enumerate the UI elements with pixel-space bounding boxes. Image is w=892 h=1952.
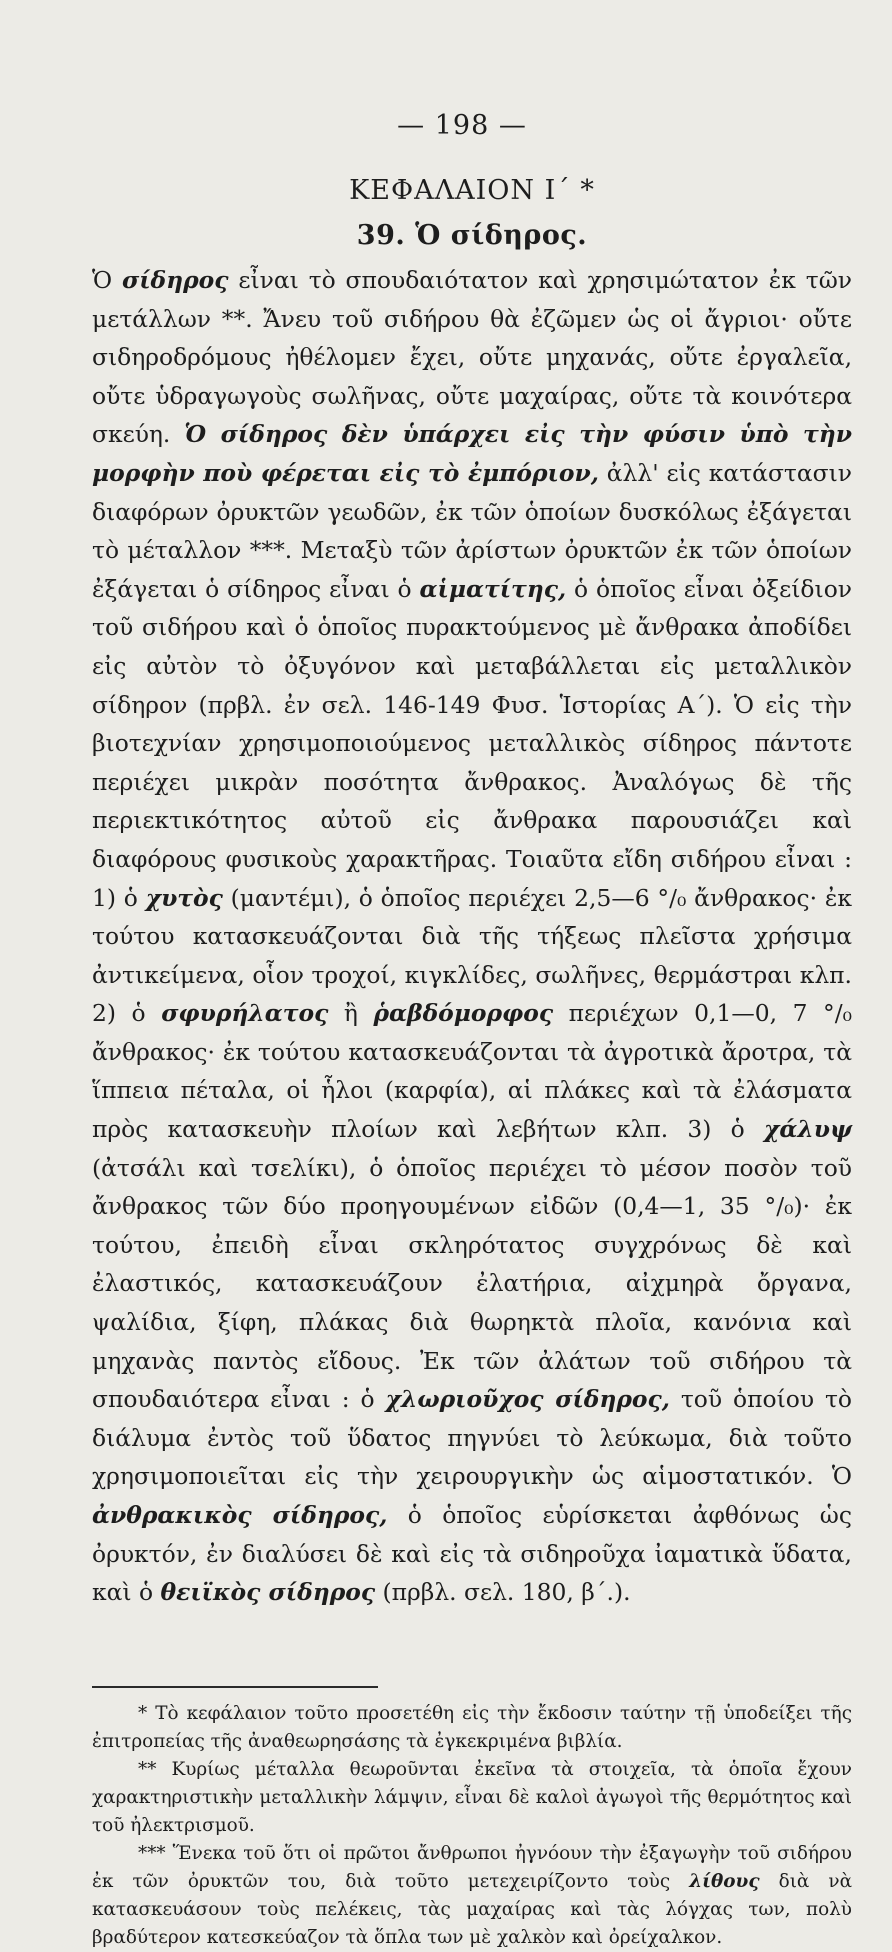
text-run: Ὁ	[92, 266, 122, 294]
emphasis-term: χυτὸς	[145, 883, 223, 912]
emphasis-term: σίδηρος	[121, 266, 229, 294]
footnote-text-run: διὰ νὰ κατασκευάσουν τοὺς πελέκεις, τὰς μαχαίρας καὶ τὰς λόγχας των, πολὺ βραδύτερον κατεσκεύαζον τὰ ὅπλα των μὲ χαλκὸν καὶ ὀρείχαλκον.	[92, 1870, 853, 1948]
text-run: τοῦ ὁποίου τὸ διάλυμα ἐντὸς τοῦ ὕδατος πηγνύει τὸ λεύκωμα, διὰ τοῦτο χρησιμοποιεῖται εἰς τὴν χειρουργικὴν ὡς αἱμοστατικόν. Ὁ	[92, 1385, 852, 1491]
chapter-title: ΚΕΦΑΛΑΙΟΝ Ι΄ *	[349, 175, 595, 206]
emphasis-term: χάλυψ	[763, 1115, 852, 1144]
text-run: ἀλλ' εἰς κατάστασιν διαφόρων ὀρυκτῶν γεωδῶν, ἐκ τῶν ὁποίων δυσκόλως ἐξάγεται τὸ μέταλλον ***. Μεταξὺ τῶν ἀρίστων ὀρυκτῶν ἐκ τῶν ὁποίων ἐξάγεται ὁ σίδηρος εἶναι ὁ	[92, 458, 852, 603]
text-run: περιέχων 0,1—0, 7 °/₀ ἄνθρακος· ἐκ τούτου κατασκευάζονται τὰ ἀγροτικὰ ἄροτρα, τὰ ἵππεια πέταλα, οἱ ἧλοι (καρφία), αἱ πλάκες καὶ τὰ ἐλάσματα πρὸς κατασκευὴν πλοίων καὶ λεβήτων κλπ. 3) ὁ	[92, 999, 852, 1144]
text-run: (μαντέμι), ὁ ὁποῖος περιέχει 2,5—6 °/₀ ἄνθρακος· ἐκ τούτου κατασκευάζονται διὰ τῆς τήξεως πλεῖστα χρήσιμα ἀντικείμενα, οἷον τροχοί, κιγκλίδες, σωλῆνες, θερμάστραι κλπ. 2) ὁ	[92, 883, 852, 1028]
text-run: ὁ ὁποῖος εὑρίσκεται ἀφθόνως ὡς ὀρυκτόν, ἐν διαλύσει δὲ καὶ εἰς τὰ σιδηροῦχα ἰαματικὰ ὕδατα, καὶ ὁ	[92, 1501, 852, 1607]
emphasis-term: σφυρήλατος	[161, 999, 329, 1028]
text-run: ὁ ὁποῖος εἶναι ὀξείδιον τοῦ σιδήρου καὶ ὁ ὁποῖος πυρακτούμενος μὲ ἄνθρακα ἀποδίδει εἰς αὐτὸν τὸ ὀξυγόνον καὶ μεταβάλλεται εἰς μεταλλικὸν σίδηρον (πρβλ. ἐν σελ. 146-149 Φυσ. Ἱστορίας Α΄). Ὁ εἰς τὴν βιοτεχνίαν χρησιμοποιούμενος μεταλλικὸς σίδηρος πάντοτε περιέχει μικρὰν ποσότητα ἄνθρακος. Ἀναλόγως δὲ τῆς περιεκτικότητος αὐτοῦ εἰς ἄνθρακα παρουσιάζει καὶ διαφόρους φυσικοὺς χαρακτῆρας. Τοιαῦτα εἴδη σιδήρου εἶναι : 1) ὁ	[92, 574, 852, 912]
footnote-emphasis: λίθους	[689, 1870, 760, 1892]
page-number: — 198 —	[397, 110, 527, 141]
text-run: (ἀτσάλι καὶ τσελίκι), ὁ ὁποῖος περιέχει τὸ μέσον ποσὸν τοῦ ἄνθρακος τῶν δύο προηγουμένων εἰδῶν (0,4—1, 35 °/₀)· ἐκ τούτου, ἐπειδὴ εἶναι σκληρότατος συγχρόνως δὲ καὶ ἐλαστικός, κατασκευάζουν ἐλατήρια, αἰχμηρὰ ὄργανα, ψαλίδια, ξίφη, πλάκας διὰ θωρηκτὰ πλοῖα, κανόνια καὶ μηχανὰς παντὸς εἴδους. Ἐκ τῶν ἀλάτων τοῦ σιδήρου τὰ σπουδαιότερα εἶναι : ὁ	[92, 1153, 852, 1414]
footnote-2: ** Κυρίως μέταλλα θεωροῦνται ἐκεῖνα τὰ στοιχεῖα, τὰ ὁποῖα ἔχουν χαρακτηριστικὴν μεταλλικὴν λάμψιν, εἶναι δὲ καλοὶ ἀγωγοὶ τῆς θερμότητος καὶ τοῦ ἠλεκτρισμοῦ.	[92, 1758, 852, 1836]
text-run: εἶναι τὸ σπουδαιότατον καὶ χρησιμώτατον ἐκ τῶν μετάλλων **. Ἄνευ τοῦ σιδήρου θὰ ἐζῶμεν ὡς οἱ ἄγριοι· οὔτε σιδηροδρόμους ἠθέλομεν ἔχει, οὔτε μηχανάς, οὔτε ἐργαλεῖα, οὔτε ὑδραγωγοὺς σωλῆνας, οὔτε μαχαίρας, οὔτε τὰ κοινότερα σκεύη.	[92, 266, 852, 449]
emphasis-term: Ὁ σίδηρος δὲν ὑπάρχει εἰς τὴν φύσιν ὑπὸ τὴν μορφὴν ποὺ φέρεται εἰς τὸ ἐμπόριον,	[92, 420, 853, 487]
main-paragraph	[92, 261, 852, 1612]
emphasis-term: αἱματίτης,	[419, 574, 567, 603]
footnote-1: * Τὸ κεφάλαιον τοῦτο προσετέθη εἰς τὴν ἔκδοσιν ταύτην τῇ ὑποδείξει τῆς ἐπιτροπείας τῆς ἀναθεωρησάσης τὰ ἐγκεκριμένα βιβλία.	[92, 1702, 852, 1752]
emphasis-term: ῥαβδόμορφος	[373, 999, 554, 1028]
text-run: ἢ	[328, 999, 374, 1028]
footnote-3	[92, 1840, 852, 1952]
emphasis-term: ἀνθρακικὸς σίδηρος,	[92, 1501, 388, 1529]
text-run: (πρβλ. σελ. 180, β΄.).	[375, 1578, 631, 1607]
footnote-text-run: *** Ἕνεκα τοῦ ὅτι οἱ πρῶτοι ἄνθρωποι ἠγνόουν τὴν ἐξαγωγὴν τοῦ σιδήρου ἐκ τῶν ὀρυκτῶν του, διὰ τοῦτο μετεχειρίζοντο τοὺς	[92, 1842, 852, 1892]
footnote-divider	[92, 1686, 378, 1688]
section-heading: 39. Ὁ σίδηρος.	[356, 220, 588, 251]
emphasis-term: θειϊκὸς σίδηρος	[160, 1578, 376, 1607]
emphasis-term: χλωριοῦχος σίδηρος,	[385, 1385, 670, 1414]
